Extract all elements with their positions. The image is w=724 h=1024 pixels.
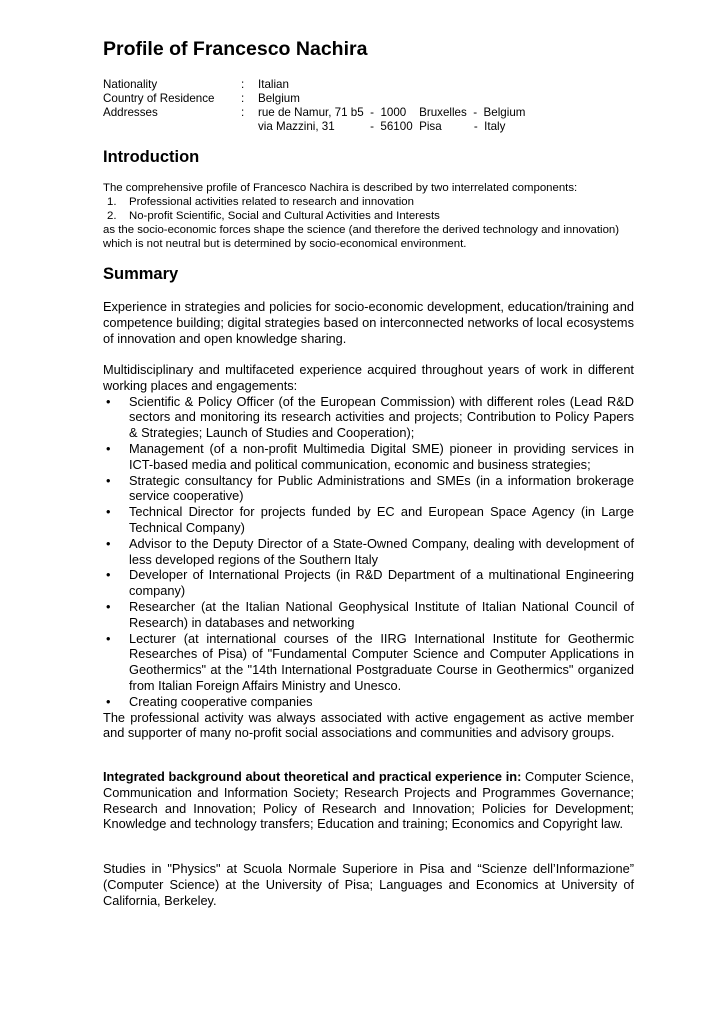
bullet-icon: • — [106, 472, 111, 488]
list-text: Strategic consultancy for Public Administrations and SMEs (in a information brokerage service cooperative) — [129, 472, 634, 504]
list-number: 1. — [107, 196, 117, 208]
introduction-closing: as the socio-economic forces shape the science (and therefore the derived technology and innovation) which is not neutral but is determined by socio-economical environment. — [103, 224, 620, 250]
list-item — [103, 195, 633, 209]
list-item — [103, 504, 634, 536]
bullet-icon: • — [106, 693, 111, 709]
bullet-icon: • — [106, 393, 111, 409]
list-text: Lecturer (at international courses of the IIRG International Institute for Geothermic Researches of Pisa) of "Fundamental Computer Science and Computer Applications in Geothermics" at the "14th International Postgraduate Course in Geothermics" organized from Italian Foreign Affairs Ministry and Unesco. — [129, 630, 634, 693]
list-text: Management (of a non-profit Multimedia Digital SME) pioneer in providing services in ICT-based media and political communication, economic and business strategies; — [129, 440, 634, 472]
page-title: Profile of Francesco Nachira — [103, 38, 368, 60]
introduction-section — [103, 181, 633, 251]
bullet-icon: • — [106, 504, 111, 520]
list-item — [103, 599, 634, 631]
list-item — [103, 536, 634, 568]
list-item — [103, 441, 634, 473]
info-label: Country of Residence — [103, 92, 215, 105]
integrated-background-text: Computer Science, Communication and Information Society; Research Projects and Programmes Governance; Research and Innovation; Policy of Research and Innovation; Policies for Development; Knowledge and technology transfers; Education and training; Economics and Copyright law. — [103, 769, 634, 832]
studies-paragraph — [103, 861, 634, 908]
paragraph: The professional activity was always associated with active engagement as active member and supporter of many no-profit social associations and communities and advisory groups. — [103, 709, 634, 741]
bullet-icon: • — [106, 535, 111, 551]
list-text: Creating cooperative companies — [129, 693, 313, 709]
introduction-list — [103, 195, 633, 223]
info-colon: : — [241, 106, 245, 119]
info-colon: : — [241, 78, 245, 91]
bullet-icon: • — [106, 598, 111, 614]
list-text: Professional activities related to research and innovation — [129, 196, 414, 208]
summary-paragraph-1 — [103, 299, 634, 346]
info-value: rue de Namur, 71 b5 - 1000 Bruxelles - Belgium — [258, 106, 526, 119]
experience-list — [103, 394, 634, 710]
list-text: Developer of International Projects (in R&D Department of a multinational Engineering company) — [129, 567, 634, 599]
integrated-background-heading: Integrated background about theoretical and practical experience in: — [103, 769, 522, 784]
list-item — [103, 694, 634, 710]
list-text: Advisor to the Deputy Director of a State-Owned Company, dealing with development of less developed regions of the Southern Italy — [129, 535, 634, 567]
paragraph — [103, 769, 634, 832]
list-item — [103, 394, 634, 441]
summary-heading: Summary — [103, 265, 179, 283]
bullet-icon: • — [106, 630, 111, 646]
introduction-lead: The comprehensive profile of Francesco Nachira is described by two interrelated components: — [103, 182, 578, 194]
summary-experience-section — [103, 362, 634, 741]
list-text: Researcher (at the Italian National Geophysical Institute of Italian National Council of Research) in databases and networking — [129, 598, 634, 630]
paragraph: Studies in "Physics" at Scuola Normale Superiore in Pisa and “Scienze dell’Informazione” (Computer Science) at the University of Pisa; Languages and Economics at University of California, Berkeley. — [103, 861, 634, 908]
introduction-heading: Introduction — [103, 148, 200, 166]
bullet-icon: • — [106, 567, 111, 583]
paragraph: Experience in strategies and policies for socio-economic development, education/training and competence building; digital strategies based on interconnected networks of local ecosystems of innovation and open knowledge sharing. — [103, 299, 634, 346]
bullet-icon: • — [106, 440, 111, 456]
list-item — [103, 567, 634, 599]
list-item — [103, 209, 633, 223]
list-number: 2. — [107, 210, 117, 222]
info-value: via Mazzini, 31 - 56100 Pisa - Italy — [258, 120, 506, 133]
list-text: Scientific & Policy Officer (of the European Commission) with different roles (Lead R&D sectors and monitoring its research activities and projects; Contribution to Policy Papers & Strategies; Launch of Studies and Cooperation); — [129, 393, 634, 441]
info-value: Belgium — [258, 92, 300, 105]
list-item — [103, 473, 634, 505]
info-value: Italian — [258, 78, 289, 91]
paragraph: Multidisciplinary and multifaceted experience acquired throughout years of work in different working places and engagements: — [103, 362, 634, 393]
integrated-background-paragraph — [103, 769, 634, 832]
info-colon: : — [241, 92, 245, 105]
list-item — [103, 631, 634, 694]
list-text: No-profit Scientific, Social and Cultural Activities and Interests — [129, 210, 440, 222]
list-text: Technical Director for projects funded by EC and European Space Agency (in Large Technical Company) — [129, 504, 634, 535]
info-label: Addresses — [103, 106, 158, 119]
info-label: Nationality — [103, 78, 158, 91]
